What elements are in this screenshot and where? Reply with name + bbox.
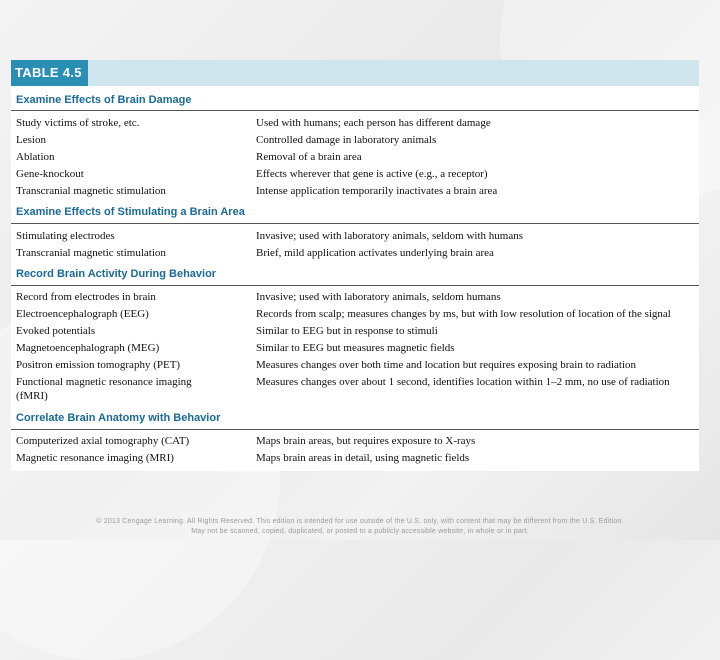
description-cell: Similar to EEG but in response to stimuli: [256, 325, 438, 337]
method-cell: Transcranial magnetic stimulation: [16, 185, 166, 197]
description-cell: Invasive; used with laboratory animals, seldom with humans: [256, 230, 524, 242]
table-label: TABLE 4.5: [11, 60, 88, 86]
divider: [11, 223, 699, 224]
table-row: [11, 150, 699, 164]
method-cell: Transcranial magnetic stimulation: [16, 247, 166, 259]
table-row: [11, 133, 699, 147]
method-cell: Evoked potentials: [16, 325, 96, 337]
table-row: [11, 184, 699, 198]
method-cell: Stimulating electrodes: [16, 230, 115, 242]
method-cell: Study victims of stroke, etc.: [16, 117, 140, 129]
table-row: [11, 246, 699, 260]
table-row: [11, 307, 699, 321]
section-header: Examine Effects of Brain Damage: [16, 94, 192, 106]
table-row: [11, 167, 699, 181]
table-row: [11, 341, 699, 355]
description-cell: Controlled damage in laboratory animals: [256, 134, 437, 146]
method-cell: Lesion: [16, 134, 46, 146]
method-cell: Computerized axial tomography (CAT): [16, 435, 190, 447]
method-cell: Gene-knockout: [16, 168, 84, 180]
table-row: [11, 358, 699, 372]
method-cell: Ablation: [16, 151, 55, 163]
method-cell: Record from electrodes in brain: [16, 291, 156, 303]
table-row: [11, 451, 699, 465]
description-cell: Brief, mild application activates underlying brain area: [256, 247, 494, 259]
section-header: Record Brain Activity During Behavior: [16, 268, 217, 280]
divider: [11, 429, 699, 430]
description-cell: Used with humans; each person has different damage: [256, 117, 491, 129]
description-cell: Maps brain areas in detail, using magnetic fields: [256, 452, 470, 464]
description-cell: Similar to EEG but measures magnetic fields: [256, 342, 455, 354]
method-cell: Magnetoencephalograph (MEG): [16, 342, 160, 354]
description-cell: Intense application temporarily inactivates a brain area: [256, 185, 498, 197]
divider: [11, 110, 699, 111]
table-row: [11, 324, 699, 338]
table-row: [11, 116, 699, 130]
table-row: [11, 375, 699, 403]
method-cell: Functional magnetic resonance imaging (fMRI): [16, 376, 192, 402]
description-cell: Invasive; used with laboratory animals, seldom humans: [256, 291, 501, 303]
table-title-bar: [11, 60, 699, 86]
description-cell: Effects wherever that gene is active (e.g., a receptor): [256, 168, 488, 180]
method-cell: Electroencephalograph (EEG): [16, 308, 149, 320]
description-cell: Removal of a brain area: [256, 151, 362, 163]
section-header: Correlate Brain Anatomy with Behavior: [16, 412, 221, 424]
table-card: [11, 60, 699, 471]
description-cell: Maps brain areas, but requires exposure to X-rays: [256, 435, 476, 447]
copyright-line: © 2013 Cengage Learning. All Rights Reserved. This edition is intended for use outside of the U.S. only, with content that may be different from the U.S. Edition.: [96, 518, 624, 525]
copyright-footer: [0, 517, 720, 537]
divider: [11, 285, 699, 286]
method-cell: Positron emission tomography (PET): [16, 359, 181, 371]
method-cell: Magnetic resonance imaging (MRI): [16, 452, 174, 464]
description-cell: Measures changes over both time and location but requires exposing brain to radiation: [256, 359, 637, 371]
description-cell: Measures changes over about 1 second, identifies location within 1–2 mm, no use of radiation: [256, 376, 670, 388]
description-cell: Records from scalp; measures changes by ms, but with low resolution of location of the signal: [256, 308, 671, 320]
section-header: Examine Effects of Stimulating a Brain Area: [16, 206, 245, 218]
copyright-line: May not be scanned, copied, duplicated, or posted to a publicly accessible website, in whole or in part.: [191, 528, 529, 535]
table-row: [11, 290, 699, 304]
table-row: [11, 229, 699, 243]
table-row: [11, 434, 699, 448]
